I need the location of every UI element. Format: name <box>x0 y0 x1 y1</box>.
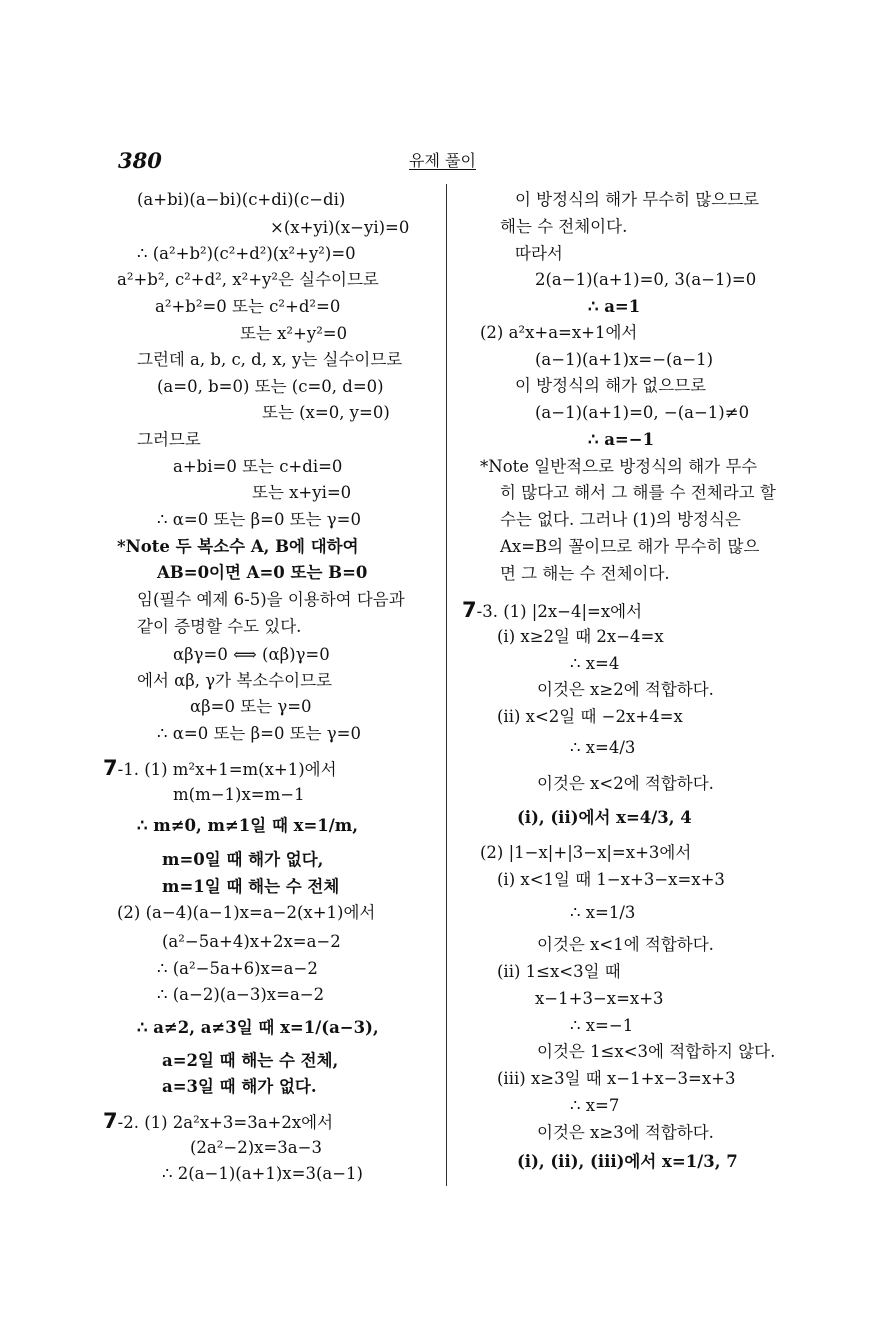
text-line <box>535 270 756 290</box>
line-text: (ii) x<2일 때 −2x+4=x <box>497 707 683 726</box>
text-line <box>162 932 341 952</box>
column-divider <box>446 184 447 1186</box>
text-line <box>500 217 627 237</box>
line-text: (ii) 1≤x<3일 때 <box>497 962 621 981</box>
line-text: 또는 (x=0, y=0) <box>262 403 390 422</box>
line-text: 면 그 해는 수 전체이다. <box>500 564 670 583</box>
line-text: ∴ α=0 또는 β=0 또는 γ=0 <box>157 510 361 529</box>
line-text: *Note 두 복소수 A, B에 대하여 <box>117 537 359 556</box>
line-text: *Note 일반적으로 방정식의 해가 무수 <box>480 457 758 476</box>
line-text: 에서 αβ, γ가 복소수이므로 <box>137 671 332 690</box>
text-line <box>515 244 563 264</box>
line-text: AB=0이면 A=0 또는 B=0 <box>157 563 368 582</box>
line-text: 2(a−1)(a+1)=0, 3(a−1)=0 <box>535 270 757 289</box>
text-line <box>173 645 330 665</box>
line-text: (a−1)(a+1)x=−(a−1) <box>535 350 714 369</box>
text-line <box>497 707 683 727</box>
text-line <box>588 297 640 317</box>
text-line <box>190 1138 322 1158</box>
line-text: 이것은 x≥3에 적합하다. <box>537 1123 714 1142</box>
line-text: m(m−1)x=m−1 <box>173 785 305 804</box>
line-text: ∴ a=1 <box>588 297 641 316</box>
text-line <box>515 376 706 396</box>
line-text: x−1+3−x=x+3 <box>535 989 664 1008</box>
line-text: 이것은 x≥2에 적합하다. <box>537 680 714 699</box>
line-text: ∴ (a²−5a+6)x=a−2 <box>157 959 318 978</box>
line-text: a²+b², c²+d², x²+y²은 실수이므로 <box>117 270 379 289</box>
problem-number: 7 <box>103 756 118 780</box>
line-text: ∴ x=4 <box>570 654 620 673</box>
line-text: αβγ=0 ⟺ (αβ)γ=0 <box>173 645 330 664</box>
line-text: a=3일 때 해가 없다. <box>162 1077 317 1096</box>
text-line <box>162 1051 338 1071</box>
text-line <box>480 457 757 477</box>
line-text: ∴ (a−2)(a−3)x=a−2 <box>157 985 325 1004</box>
text-line <box>535 403 749 423</box>
text-line <box>570 1096 619 1116</box>
line-text: (a−1)(a+1)=0, −(a−1)≠0 <box>535 403 750 422</box>
text-line <box>517 808 692 828</box>
text-line <box>117 903 375 923</box>
line-text: (a=0, b=0) 또는 (c=0, d=0) <box>157 377 384 396</box>
text-line <box>535 350 713 370</box>
line-text: (2) (a−4)(a−1)x=a−2(x+1)에서 <box>117 903 376 922</box>
line-text: 이것은 1≤x<3에 적합하지 않다. <box>537 1042 776 1061</box>
line-text: ∴ 2(a−1)(a+1)x=3(a−1) <box>162 1164 363 1183</box>
line-text: ×(x+yi)(x−yi)=0 <box>270 218 410 237</box>
line-text: ∴ x=1/3 <box>570 903 636 922</box>
text-line <box>537 774 714 794</box>
text-line <box>117 537 359 557</box>
text-line <box>497 627 664 647</box>
text-line <box>500 483 776 503</box>
text-line <box>497 1069 735 1089</box>
text-line <box>500 537 759 557</box>
line-text: 또는 x²+y²=0 <box>240 324 348 343</box>
line-text: (iii) x≥3일 때 x−1+x−3=x+3 <box>497 1069 736 1088</box>
text-line <box>190 697 312 717</box>
page-number: 380 <box>118 148 162 173</box>
line-text: αβ=0 또는 γ=0 <box>190 697 312 716</box>
line-text: ∴ (a²+b²)(c²+d²)(x²+y²)=0 <box>137 244 356 263</box>
line-text: ∴ x=4/3 <box>570 738 636 757</box>
text-line <box>537 1042 775 1062</box>
line-text: 같이 증명할 수도 있다. <box>137 617 302 636</box>
line-text: (i) x≥2일 때 2x−4=x <box>497 627 664 646</box>
text-line <box>270 218 409 238</box>
text-line <box>137 816 358 836</box>
page-title: 유제 풀이 <box>409 151 476 170</box>
text-line <box>515 190 759 210</box>
line-text: 수는 없다. 그러나 (1)의 방정식은 <box>500 510 741 529</box>
line-text: Ax=B의 꼴이므로 해가 무수히 많으 <box>500 537 760 556</box>
problem-heading <box>103 1111 333 1133</box>
text-line <box>162 877 339 897</box>
text-line <box>570 903 635 923</box>
text-line <box>173 785 305 805</box>
text-line <box>137 590 405 610</box>
text-line <box>137 350 402 370</box>
text-line <box>157 563 367 583</box>
text-line <box>157 377 384 397</box>
line-text: m=0일 때 해가 없다, <box>162 850 324 869</box>
text-line <box>157 510 361 530</box>
line-text: 히 많다고 해서 그 해를 수 전체라고 할 <box>500 483 776 502</box>
line-text: 이 방정식의 해가 없으므로 <box>515 376 707 395</box>
line-text: ∴ x=7 <box>570 1096 620 1115</box>
text-line <box>480 843 691 863</box>
line-text: a+bi=0 또는 c+di=0 <box>173 457 343 476</box>
text-line <box>240 324 347 344</box>
line-text: ∴ a≠2, a≠3일 때 x=1/(a−3), <box>137 1018 379 1037</box>
text-line <box>537 680 714 700</box>
text-line <box>570 1016 633 1036</box>
line-text: 해는 수 전체이다. <box>500 217 628 236</box>
line-text: (i), (ii), (iii)에서 x=1/3, 7 <box>517 1152 738 1171</box>
text-line <box>137 671 332 691</box>
text-line <box>262 403 390 423</box>
text-line <box>157 959 318 979</box>
text-line <box>137 244 356 264</box>
line-text: 또는 x+yi=0 <box>252 483 352 502</box>
text-line <box>137 617 301 637</box>
line-text: (2) |1−x|+|3−x|=x+3에서 <box>480 843 692 862</box>
line-text: 그런데 a, b, c, d, x, y는 실수이므로 <box>137 350 403 369</box>
text-line <box>588 430 654 450</box>
line-text: 따라서 <box>515 244 563 263</box>
text-line <box>500 510 741 530</box>
text-line <box>157 985 324 1005</box>
line-text: 이것은 x<2에 적합하다. <box>537 774 714 793</box>
problem-heading <box>103 758 337 780</box>
text-line <box>570 738 635 758</box>
line-text: 그러므로 <box>137 430 201 449</box>
text-line <box>137 430 201 450</box>
line-text: ∴ m≠0, m≠1일 때 x=1/m, <box>137 816 358 835</box>
text-line <box>137 1018 379 1038</box>
text-line <box>517 1152 738 1172</box>
line-text: (2) a²x+a=x+1에서 <box>480 323 638 342</box>
text-line <box>155 297 340 317</box>
line-text: -3. (1) |2x−4|=x에서 <box>476 602 643 621</box>
line-text: -1. (1) m²x+1=m(x+1)에서 <box>117 760 337 779</box>
line-text: 임(필수 예제 6-5)을 이용하여 다음과 <box>137 590 405 609</box>
line-text: m=1일 때 해는 수 전체 <box>162 877 340 896</box>
line-text: a²+b²=0 또는 c²+d²=0 <box>155 297 341 316</box>
line-text: a=2일 때 해는 수 전체, <box>162 1051 339 1070</box>
line-text: (i), (ii)에서 x=4/3, 4 <box>517 808 692 827</box>
line-text: 이 방정식의 해가 무수히 많으므로 <box>515 190 760 209</box>
text-line <box>480 323 637 343</box>
text-line <box>117 270 379 290</box>
text-line <box>157 724 361 744</box>
line-text: ∴ x=−1 <box>570 1016 634 1035</box>
text-line <box>252 483 351 503</box>
problem-number: 7 <box>103 1109 118 1133</box>
text-line <box>162 1077 317 1097</box>
line-text: ∴ α=0 또는 β=0 또는 γ=0 <box>157 724 361 743</box>
line-text: (2a²−2)x=3a−3 <box>190 1138 322 1157</box>
line-text: (a+bi)(a−bi)(c+di)(c−di) <box>137 190 346 209</box>
text-line <box>535 989 664 1009</box>
line-text: (a²−5a+4)x+2x=a−2 <box>162 932 341 951</box>
line-text: 이것은 x<1에 적합하다. <box>537 935 714 954</box>
line-text: -2. (1) 2a²x+3=3a+2x에서 <box>117 1113 334 1132</box>
line-text: (i) x<1일 때 1−x+3−x=x+3 <box>497 870 725 889</box>
text-line <box>162 1164 363 1184</box>
line-text: ∴ a=−1 <box>588 430 655 449</box>
text-line <box>570 654 619 674</box>
text-line <box>500 564 670 584</box>
text-line <box>497 870 725 890</box>
text-line <box>537 935 714 955</box>
text-line <box>137 190 345 210</box>
text-line <box>173 457 342 477</box>
problem-heading <box>462 600 642 622</box>
problem-number: 7 <box>462 598 477 622</box>
text-line <box>497 962 621 982</box>
text-line <box>537 1123 714 1143</box>
text-line <box>162 850 323 870</box>
